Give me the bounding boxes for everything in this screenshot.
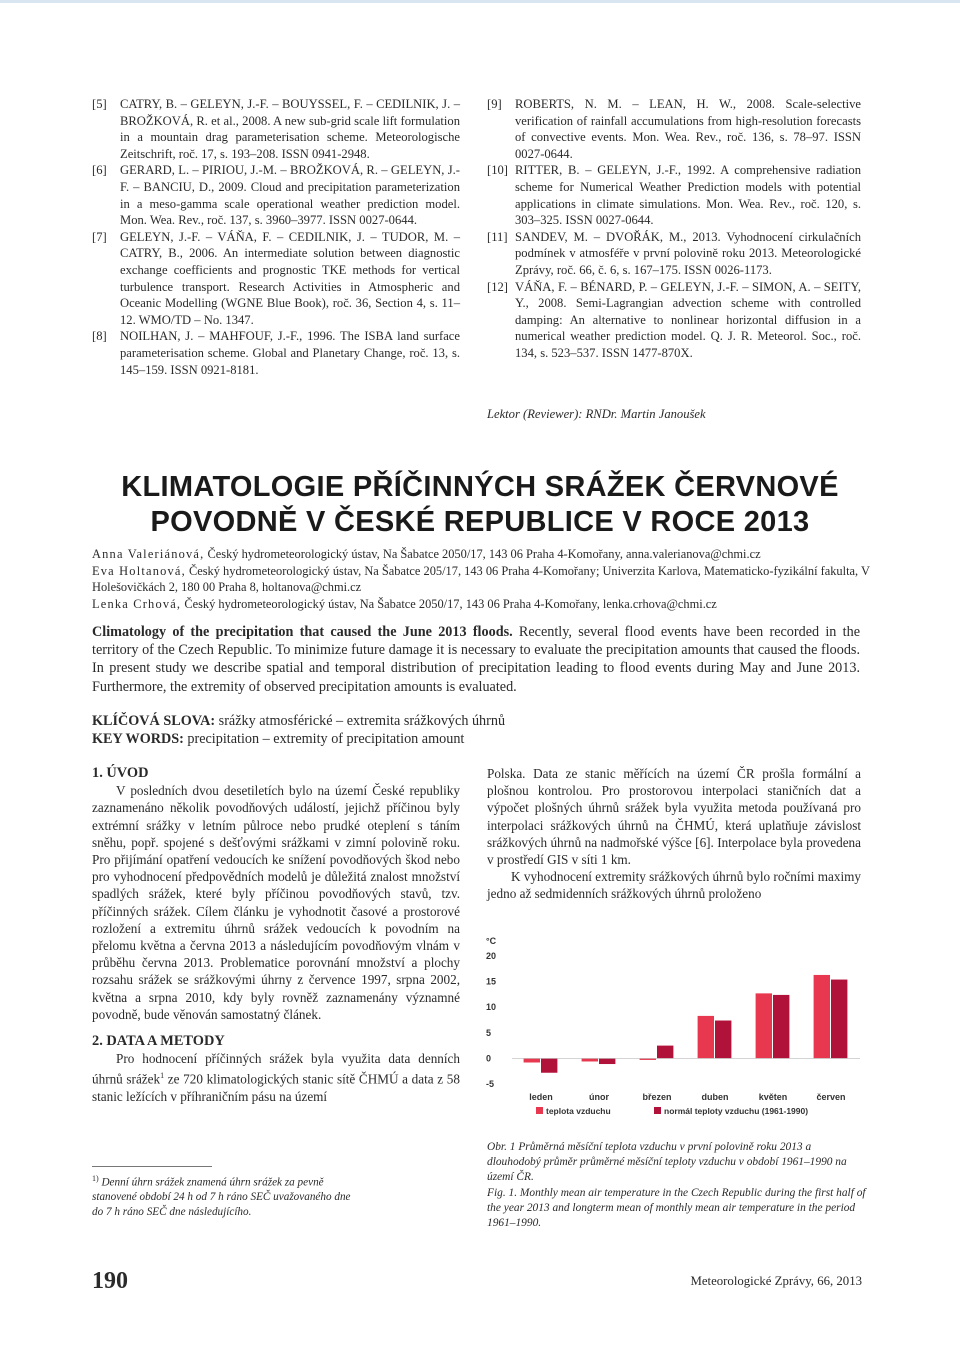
- y-tick-label: 10: [486, 1002, 497, 1013]
- y-tick-label: -5: [486, 1079, 495, 1089]
- y-tick-label: 0: [486, 1053, 492, 1064]
- reference-number: [10]: [487, 163, 508, 178]
- bar-normal: [541, 1058, 557, 1072]
- abstract-title: Climatology of the precipitation that caused the June 2013 floods.: [92, 624, 513, 640]
- reference-item: [487, 162, 861, 228]
- bar-2013: [582, 1058, 598, 1061]
- reference-item: [92, 162, 460, 228]
- reference-item: [487, 229, 861, 279]
- reference-text: CATRY, B. – GELEYN, J.-F. – BOUYSSEL, F. – CEDILNIK, J. – BROŽKOVÁ, R. et al., 2008. A new sub-grid scale lift formulation in a mountain drag parameterisation scheme. Meteorologische Zeitschrift, roč. 17, s. 193–208. ISSN 0941-2948.: [120, 97, 460, 161]
- author-3: Lenka Crhová, Český hydrometeorologický ústav, Na Šabatce 2050/17, 143 06 Praha 4-Komořany, lenka.crhova@chmi.cz: [92, 596, 717, 611]
- reference-number: [7]: [92, 229, 107, 244]
- bar-2013: [756, 993, 772, 1058]
- footnote-text: Denní úhrn srážek znamená úhrn srážek za pevně stanovené období 24 h od 7 h ráno SEČ uvažovaného dne do 7 h ráno SEČ dne následujícího.: [92, 1176, 351, 1218]
- abstract-text: Recently, several flood events have been recorded in the territory of the Czech Republic. To minimize future damage it is necessary to evaluate the precipitation amounts that caused the floods. In present study we describe spatial and temporal distribution of precipitation leading to flood events during May and June 2013. Furthermore, the extremity of observed precipitation amounts is evaluated.: [92, 624, 860, 695]
- journal-footer: Meteorologické Zprávy, 66, 2013: [690, 1274, 862, 1288]
- reference-item: [92, 96, 460, 162]
- references-left-column: [92, 96, 460, 378]
- reference-item: [92, 328, 460, 378]
- bar-2013: [814, 975, 830, 1058]
- figure-caption-english: Fig. 1. Monthly mean air temperature in the Czech Republic during the first half of the year 2013 and longterm mean of monthly mean air temperature in the period 1961–1990.: [487, 1187, 866, 1229]
- page-number: 190: [92, 1268, 128, 1294]
- reference-item: [487, 96, 861, 162]
- reference-text: SANDEV, M. – DVOŘÁK, M., 2013. Vyhodnocení cirkulačních podmínek v atmosféře v první polovině roku 2013. Meteorologické Zprávy, roč. 66, č. 6, s. 167–175. ISSN 0026-1173.: [515, 229, 861, 277]
- figure-caption-czech: Obr. 1 Průměrná měsíční teplota vzduchu v první polovině roku 2013 a dlouhodobý průměr průměrné měsíční teploty vzduchu v období 1961–1990 na území ČR.: [487, 1141, 847, 1183]
- y-tick-label: 15: [486, 976, 497, 987]
- temperature-bar-chart: [482, 934, 864, 1134]
- reference-number: [8]: [92, 329, 107, 344]
- footnote-mark: 1): [92, 1174, 99, 1183]
- right-paragraph-1: Polska. Data ze stanic měřících na území ČR prošla formální a plošnou kontrolou. Pro prostorovou interpolaci staničních dat a výpočet plošných úhrnů srážek byla využita metoda používaná pro interpolaci srážkových úhrnů na ČHMÚ, která uplatňuje závislost srážkových úhrnů na nadmořské výšce [6]. Interpolace byla provedena v prostředí GIS v síti 1 km.: [487, 766, 861, 868]
- reference-text: RITTER, B. – GELEYN, J.-F., 1992. A comprehensive radiation scheme for Numerical Weather Prediction models with potential applications in climate simulations. Mon. Wea. Rev., roč. 120, s. 303–325. ISSN 0027-0644.: [515, 163, 861, 228]
- authors-block: [92, 546, 872, 612]
- y-tick-label: 5: [486, 1027, 492, 1038]
- footnote-rule: [92, 1166, 212, 1167]
- author-1: Anna Valeriánová, Český hydrometeorologický ústav, Na Šabatce 2050/17, 143 06 Praha 4-Komořany, anna.valerianova@chmi.cz: [92, 547, 761, 561]
- abstract: [92, 623, 860, 696]
- footnote-ref[interactable]: 1: [160, 1071, 165, 1081]
- right-paragraph-2: K vyhodnocení extremity srážkových úhrnů bylo ročními maximy jedno až sedmidenních srážkových úhrnů proloženo: [487, 869, 861, 902]
- reference-number: [6]: [92, 163, 107, 178]
- legend-swatch-2013: [536, 1107, 543, 1114]
- article-title: [60, 470, 900, 540]
- section-1-heading: 1. ÚVOD: [92, 765, 149, 781]
- reference-number: [9]: [487, 97, 502, 111]
- article-title-line-2: POVODNĚ V ČESKÉ REPUBLICE V ROCE 2013: [150, 506, 810, 538]
- reference-text: NOILHAN, J. – MAHFOUF, J.-F., 1996. The ISBA land surface parameterisation scheme. Global and Planetary Change, roč. 13, s. 145–159. ISSN 0921-8181.: [120, 329, 460, 377]
- y-axis-unit: °C: [486, 936, 497, 946]
- y-tick-label: 20: [486, 951, 497, 961]
- bar-2013: [524, 1058, 540, 1062]
- keywords-english: KEY WORDS: precipitation – extremity of precipitation amount: [92, 730, 465, 747]
- legend-label-normal: normál teploty vzduchu (1961-1990): [664, 1106, 809, 1116]
- footnote: [92, 1172, 352, 1220]
- x-tick-label: březen: [642, 1092, 672, 1102]
- reviewer-line: Lektor (Reviewer): RNDr. Martin Janoušek: [487, 407, 706, 421]
- section-1-paragraph: V posledních dvou desetiletích bylo na území České republiky zaznamenáno několik povodňových událostí, jejichž příčinou byly extrémní srážky v letním půlroce nebo prudké oteplení s táním sněhu, popř. spojené s dešťovými srážkami v zimní polovině roku. Pro přijímání opatření vedoucích ke snížení povodňových škod nebo pro vyhodnocení předpovědních modelů je důležitá znalost množství spadlých srážek, které byly příčinou povodňových stavů, tzv. příčinných srážek. Cílem článku je vyhodnotit časové a prostorové rozložení a extremitu úhrnů srážek vedoucích k povodním na přelomu května a června 2013 a následujícím povodňovým vlnám v průběhu června 2013. Problematice porovnání množství a plochy rozsahu srážek se srážkovými úhrny z července 1997, srpna 2002, května a srpna 2010, kdy byly rovněž zaznamenány významné povodně, bude věnován samostatný článek.: [92, 783, 460, 1022]
- bar-normal: [715, 1021, 731, 1059]
- body-right-column: [487, 765, 861, 903]
- bar-normal: [599, 1058, 615, 1064]
- reference-text: VÁŇA, F. – BÉNARD, P. – GELEYN, J.-F. – SIMON, A. – SEITY, Y., 2008. Semi-Lagrangian advection scheme with controlled damping: An alternative to nonlinear horizontal diffusion in a numerical weather prediction model. Q. J. R. Meteorol. Soc., roč. 134, s. 523–537. ISSN 1477-870X.: [515, 279, 861, 360]
- reference-text: GERARD, L. – PIRIOU, J.-M. – BROŽKOVÁ, R. – GELEYN, J.-F. – BANCIU, D., 2009. Cloud and precipitation parameterization in a meso-gamma scale operational weather prediction model. Mon. Wea. Rev., roč. 137, s. 3960–3977. ISSN 0027-0644.: [120, 163, 460, 228]
- bar-2013: [698, 1016, 714, 1058]
- reference-number: [11]: [487, 229, 508, 244]
- top-accent-line: [0, 0, 960, 3]
- reference-item: [487, 279, 861, 362]
- references-right-column: [487, 96, 861, 362]
- keywords: [92, 713, 860, 748]
- x-tick-label: únor: [589, 1092, 609, 1102]
- section-2-paragraph: Pro hodnocení příčinných srážek byla využita data denních úhrnů srážek$^1$ ze 720 klimatologických stanic sítě ČHMÚ a data z 58 stanic ležících v příhraničním pásu na území: [92, 1051, 460, 1105]
- legend-label-2013: teplota vzduchu: [546, 1106, 611, 1116]
- x-tick-label: červen: [816, 1092, 846, 1102]
- legend-swatch-normal: [654, 1107, 661, 1114]
- x-tick-label: květen: [758, 1092, 788, 1102]
- reference-item: [92, 229, 460, 329]
- reference-text: GELEYN, J.-F. – VÁŇA, F. – CEDILNIK, J. – TUDOR, M. – CATRY, B., 2006. An intermediate solution between diagnostic exchange coefficients and prognostic TKE methods for vertical turbulence transport. Research Activities in Atmospheric and Oceanic Modelling (WGNE Blue Book), roč. 36, Section 4, s. 11–12. WMO/TD – No. 1347.: [120, 229, 460, 327]
- body-left-column: [92, 765, 460, 1105]
- reference-number: [5]: [92, 97, 107, 111]
- section-2-heading: 2. DATA A METODY: [92, 1033, 225, 1050]
- x-tick-label: duben: [701, 1092, 729, 1102]
- bar-normal: [831, 980, 847, 1059]
- bar-normal: [773, 995, 789, 1058]
- bar-normal: [657, 1046, 673, 1059]
- reference-number: [12]: [487, 279, 508, 294]
- article-title-line-1: KLIMATOLOGIE PŘÍČINNÝCH SRÁŽEK ČERVNOVÉ: [121, 471, 839, 503]
- author-2: Eva Holtanová, Český hydrometeorologický ústav, Na Šabatce 205/17, 143 06 Praha 4-Komořany; Univerzita Karlova, Matematicko-fyzikální fakulta, V Holešovičkách 2, 180 00 Praha 8, holtanova@chmi.cz: [92, 563, 870, 594]
- reference-text: ROBERTS, N. M. – LEAN, H. W., 2008. Scale-selective verification of rainfall accumulations from high-resolution forecasts of convective events. Mon. Wea. Rev., roč. 136, s. 78–97. ISSN 0027-0644.: [515, 97, 861, 161]
- keywords-czech: KLÍČOVÁ SLOVA: srážky atmosférické – extremita srážkových úhrnů: [92, 713, 506, 729]
- x-tick-label: leden: [529, 1092, 553, 1102]
